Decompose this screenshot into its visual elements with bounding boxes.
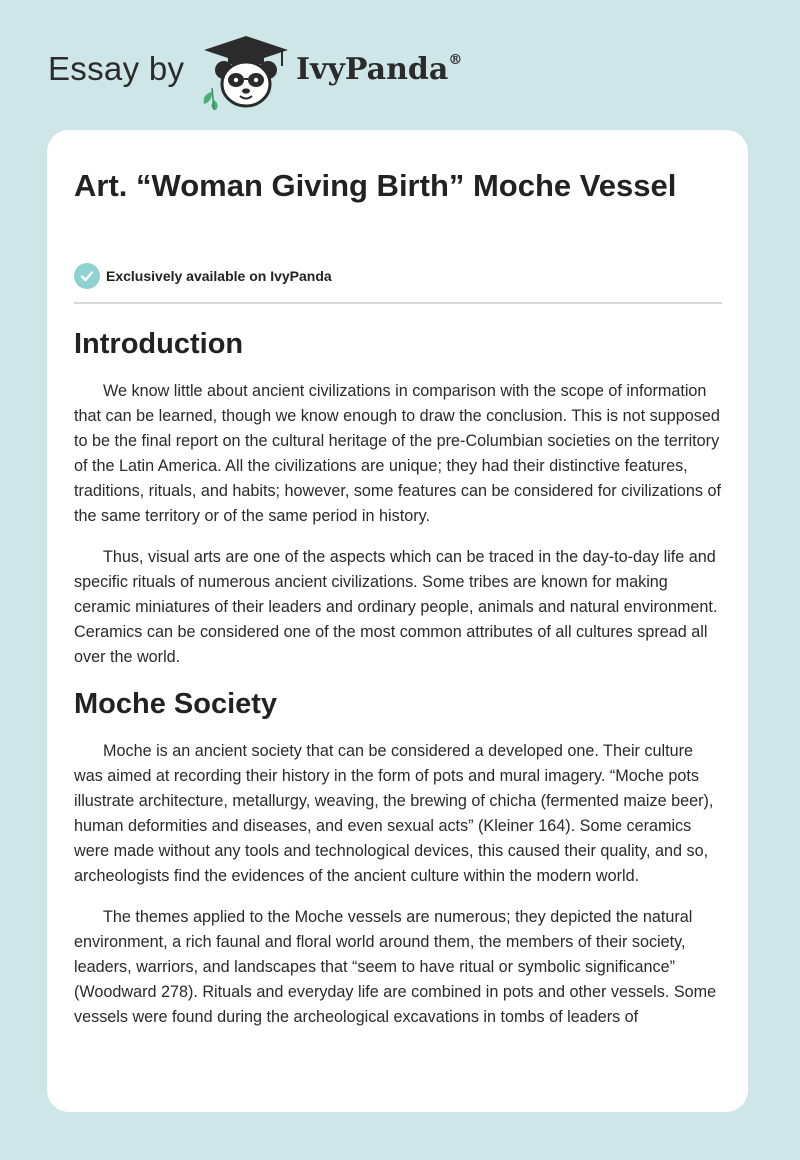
divider [74,302,722,304]
paragraph: The themes applied to the Moche vessels are numerous; they depicted the natural environment, a rich faunal and floral world around them, the members of their society, leaders, warriors, and landscapes that “seem to have ritual or symbolic significance” (Woodward 278). Rituals and everyday life are combined in pots and other vessels. Some vessels were found during the archeological excavations in tombs of leaders of [74,908,717,1026]
ivypanda-logo-icon[interactable] [198,34,294,110]
page-title: Art. “Woman Giving Birth” Moche Vessel [74,168,677,203]
section-moche-society [74,686,724,1030]
section-heading: Moche Society [74,688,278,720]
section-introduction [74,326,724,670]
article-card [47,130,748,1112]
exclusive-badge-label: Exclusively available on IvyPanda [106,268,332,284]
site-header [0,0,800,130]
paragraph: We know little about ancient civilizations in comparison with the scope of information that can be learned, though we know enough to draw the conclusion. This is not supposed to be the final report on the cultural heritage of the pre-Columbian societies on the territory of the Latin America. All the civilizations are unique; they had their distinctive features, traditions, rituals, and habits; however, some features can be considered for civilizations of the same territory or of the same period in history. [74,382,721,525]
section-heading: Introduction [74,328,244,360]
registered-mark: ® [448,52,463,68]
article-body [74,326,724,1046]
paragraph: Thus, visual arts are one of the aspects which can be traced in the day-to-day life and specific rituals of numerous ancient civilizations. Some tribes are known for making ceramic miniatures of their leaders and ordinary people, animals and natural environment. Ceramics can be considered one of the most common attributes of all cultures spread all over the world. [74,548,718,666]
check-icon [74,263,100,289]
paragraph: Moche is an ancient society that can be considered a developed one. Their culture was aimed at recording their history in the form of pots and mural imagery. “Moche pots illustrate architecture, metallurgy, weaving, the brewing of chicha (fermented maize beer), human deformities and diseases, and even sexual acts” (Kleiner 164). Some ceramics were made without any tools and technological devices, this caused their quality, and so, archeologists find the evidences of the ancient culture within the modern world. [74,742,714,885]
exclusive-badge [74,263,332,289]
brand-name-text: IvyPanda [296,52,449,87]
brand-name[interactable] [296,52,462,87]
brand-prefix: Essay by [48,50,185,87]
